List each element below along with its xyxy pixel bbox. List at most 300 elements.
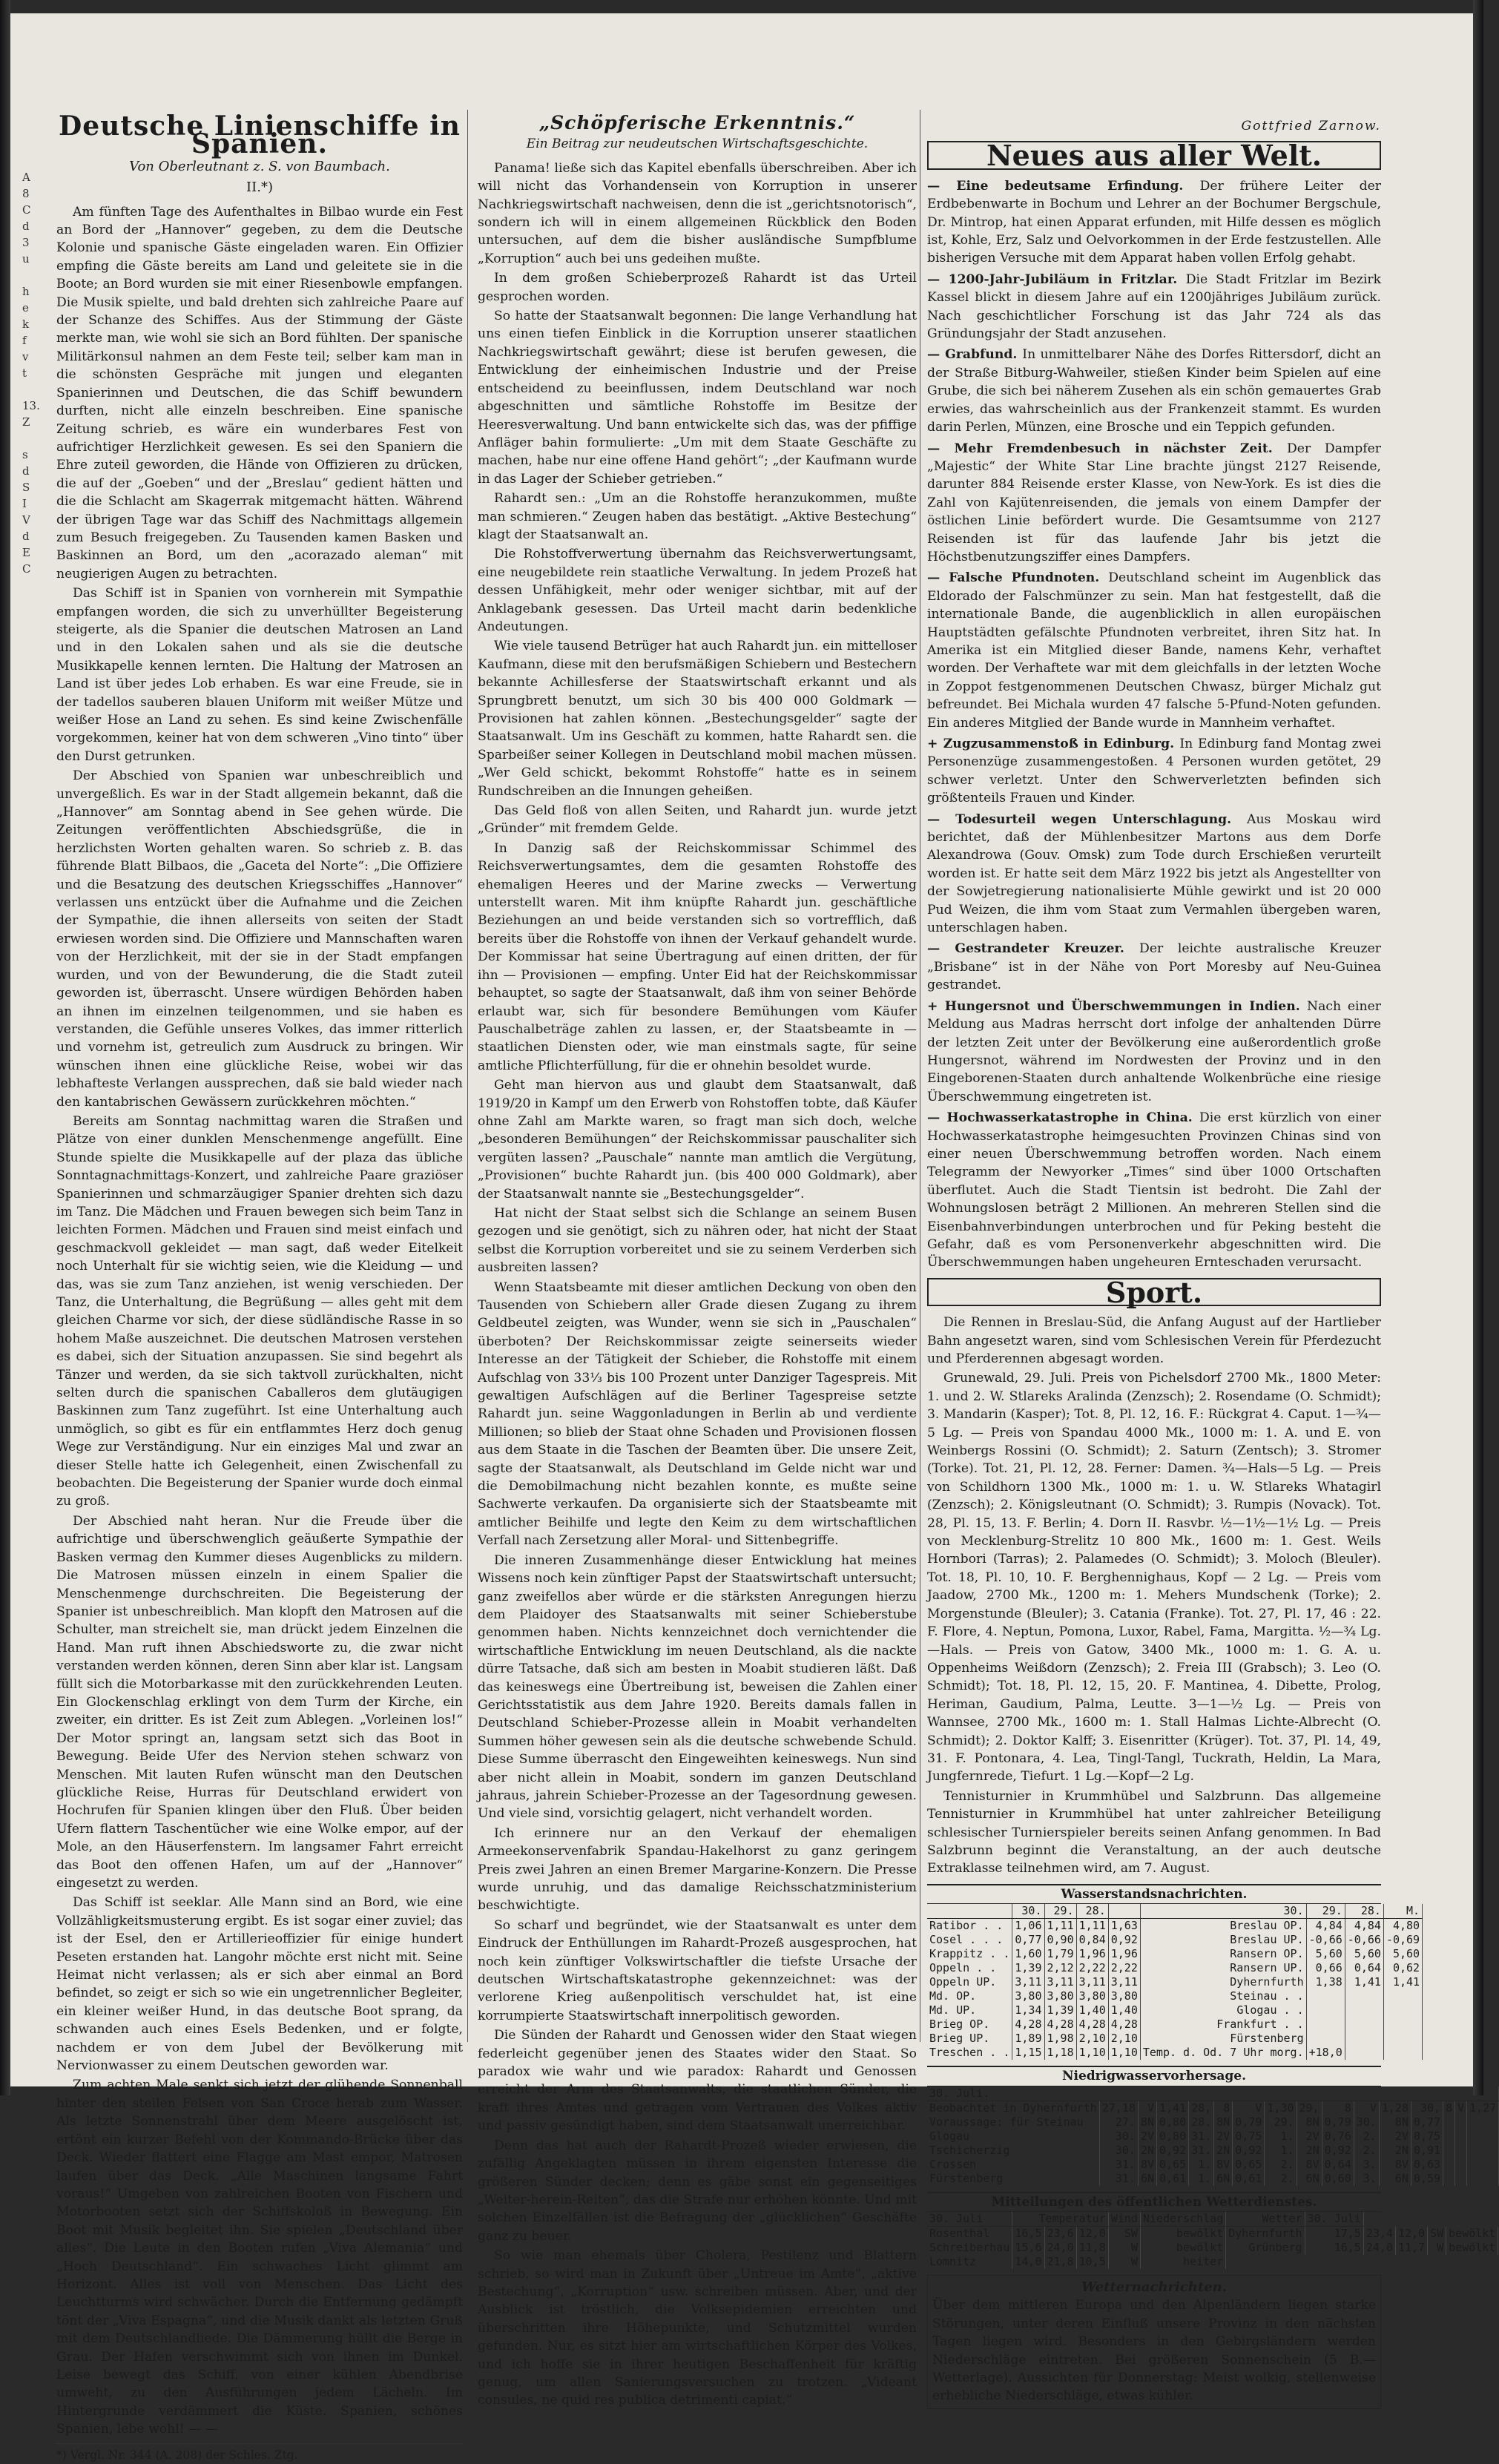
table-cell: W [1108, 2241, 1140, 2255]
table-cell: 1,41 [1345, 1975, 1383, 1989]
table-cell: 0,63 [1411, 2158, 1443, 2172]
table-cell: 0,90 [1044, 1933, 1076, 1947]
scan-edge-right [1473, 0, 1483, 2095]
table-row [927, 1947, 1423, 1961]
table-row [927, 2101, 1499, 2115]
article-byline: Von Oberleutnant z. S. von Baumbach. [129, 158, 390, 174]
news-list [927, 177, 1381, 1272]
table-cell: 8V [1138, 2158, 1156, 2172]
table-cell: 3,11 [1012, 1975, 1044, 1989]
table-cell: 0,92 [1233, 2144, 1265, 2158]
table-cell [1345, 1989, 1383, 2003]
sport-body [927, 1314, 1381, 1878]
news-item-text: Der leichte australische Kreuzer „Brisbane“ ist in der Nähe von Port Moresby auf Neu-Guinea gestrandet. [927, 941, 1381, 993]
news-item-lead: — Hochwasserkatastrophe in China. [927, 1110, 1199, 1126]
paragraph: Denn das hat auch der Rahardt-Prozeß wieder erwiesen, die zufällig Angeklagten müssen in ihrem eigensten Interesse die größeren Sünder decken; denn es gäbe sonst ein gegenseitiges „Weiter-herein-Reiten“, das die Strafe nur erhöhen könnte. Und mit solchen Einzelfällen ist die Befragung der „glücklichen“ Geschäfte ganz zu beuer. [478, 2138, 917, 2244]
table-cell: 14,0 [1012, 2255, 1044, 2269]
table-cell [1467, 2158, 1499, 2172]
table-cell: 0,84 [1076, 1933, 1108, 1947]
table-cell: 3. [1354, 2172, 1379, 2186]
table-cell: 11,7 [1395, 2241, 1427, 2255]
table-header-cell: M. [1383, 1904, 1422, 1919]
table-cell: 17,5 [1305, 2227, 1363, 2241]
table-cell: Dyhernfurth [1226, 2227, 1305, 2241]
table-cell [1383, 2032, 1422, 2046]
table-cell: Md. OP. [927, 1989, 1012, 2003]
table-row [927, 2144, 1499, 2158]
table-row [927, 2255, 1498, 2269]
table-cell: Md. UP. [927, 2003, 1012, 2017]
table-cell: Dyhernfurth [1140, 1975, 1306, 1989]
table-cell [1306, 1989, 1345, 2003]
table-cell: 1. [1265, 2144, 1297, 2158]
article-subtitle: Ein Beitrag zur neudeutschen Wirtschaftsgeschichte. [526, 136, 869, 152]
table-cell: 0,65 [1157, 2158, 1189, 2172]
table-cell: 2V [1214, 2129, 1233, 2144]
table-row [927, 2227, 1498, 2241]
table-cell: 1,41 [1383, 1975, 1422, 1989]
paragraph: Die inneren Zusammenhänge dieser Entwicklung hat meines Wissens noch kein zünftiger Papst der Staatswirtschaft untersucht; ganz zweifellos aber würde er die stärksten Anregungen hierzu dem Plaidoyer des Staatsanwalts mit seiner Schieberstube genommen haben. Nichts kennzeichnet doch vernichtender die wirtschaftliche Entwicklung im neuen Deutschland, als die nackte dürre Tatsache, daß sich am besten in Moabit studieren läßt. Daß das keineswegs eine Übertreibung ist, beweisen die Zahlen einer Gerichtsstatistik aus dem Jahre 1920. Bereits damals fallen in Deutschland Schieber-Prozesse allein in Moabit verhandelten Summen höher gewesen sein als die deutsche schwebende Schuld. Diese Summe überrascht den Eingeweihten keineswegs. Nun sind aber nicht allein in Moabit, sondern im ganzen Deutschland jahraus, jahrein Schieber-Prozesse an der Tagesordnung gewesen. Und viele sind, vorsichtig gelagert, nicht verhandelt worden. [478, 1552, 917, 1822]
table-cell [1467, 2129, 1499, 2144]
table-cell: 5,60 [1306, 1947, 1345, 1961]
table-cell: W [1108, 2255, 1140, 2269]
news-item [927, 1109, 1381, 1272]
table-cell [1306, 2032, 1345, 2046]
table-cell: 4,28 [1044, 2017, 1076, 2032]
table-cell: 1,89 [1012, 2032, 1044, 2046]
table-cell [1443, 2144, 1455, 2158]
table-cell: 0,61 [1233, 2172, 1265, 2186]
table-header-cell [1108, 1904, 1140, 1919]
table-cell: Ransern UP. [1140, 1961, 1306, 1975]
paragraph: Grunewald, 29. Juli. Preis von Pichelsdorf 2700 Mk., 1800 Meter: 1. und 2. W. Stlareks Aralinda (Zenzsch); 2. Rosendame (O. Schmidt); 3. Mandarin (Kasper); Tot. 8, Pl. 12, 16. F.: Rückgrat 4. Caput. 1—¾—5 Lg. — Preis von Spandau 4000 Mk., 1000 m: 1. A. und E. von Weinbergs Rossini (O. Schmidt); 2. Saturn (Zentsch); 3. Stromer (Torke). Tot. 21, Pl. 12, 28. Ferner: Damen. ¾—Hals—5 Lg. — Preis von Schildhorn 1300 Mk., 1000 m: 1. u. W. Stlareks Whatagirl (Zenzsch); 2. Königsleutnant (O. Schmidt); 3. Rumpis (Novack). Tot. 28, Pl. 15, 13. F. Berlin; 4. Dorn II. Rasvbr. ½—1½—1½ Lg. — Preis von Mecklenburg-Strelitz 10 800 Mk., 1600 m: 1. Gest. Weils Hornbori (Tarras); 2. Palamedes (O. Schmidt); 3. Moloch (Bleuler). Tot. 18, Pl. 10, 10. F. Berghennighaus, Kopf — 2 Lg. — Preis vom Jaadow, 2700 Mk., 1200 m: 1. Mehers Mundschenk (Torke); 2. Morgenstunde (Bleuler); 3. Catania (Franke). Tot. 27, Pl. 17, 46 : 22. F. Flore, 4. Neptun, Pomona, Luxor, Rabel, Fama, Margitta. ½—¾ Lg.—Hals. — Preis von Gatow, 3400 Mk., 1000 m: 1. G. A. u. Oppenheims Weißdorn (Zenzsch); 2. Freia III (Grabsch); 3. Leo (O. Schmidt); Tot. 18, Pl. 12, 15, 20. F. Mantinea, 4. Dibette, Prolog, Heriman, Gaudium, Palma, Leutte. 3—1—½ Lg. — Preis von Wannsee, 2700 Mk., 1600 m: 1. Stall Halmas Lichte-Albrecht (O. Schmidt); 2. Doktor Kalff; 3. Eisenritter (Krüger). Tot. 37, Pl. 14, 49, 31. F. Pontonara, 4. Lea, Tingl-Tangl, Tuckrath, Heldin, La Mara, Jungfernrede, Tiefurt. 1 Lg.—Kopf—2 Lg. [927, 1371, 1381, 1785]
table-cell: 8 [1214, 2101, 1233, 2115]
table-header-cell: 29. [1044, 1904, 1076, 1919]
table-cell: 16,5 [1012, 2227, 1044, 2241]
table-cell: 1,79 [1044, 1947, 1076, 1961]
table-cell: 31. [1189, 2144, 1214, 2158]
news-item [927, 569, 1381, 732]
table-header-cell [927, 1904, 1012, 1919]
table-cell: Ransern OP. [1140, 1947, 1306, 1961]
column-1 [56, 111, 463, 2462]
table-cell: Crossen [927, 2158, 1099, 2172]
paragraph: In Danzig saß der Reichskommissar Schimmel des Reichsverwertungsamtes, dem die gesamten Rohstoffe des ehemaligen Heeres und der Marine zwecks — Verwertung unterstellt waren. Mit ihm knüpfte Rahardt jun. geschäftliche Beziehungen an und beide verstanden sich so vortrefflich, daß bereits über die Rohstoffe von ihnen der Verkauf gehandelt wurde. Der Kommissar hat seine Übertragung auf einen dritten, der für ihn — Provisionen — empfing. Unter Eid hat der Reichskommissar behauptet, so sagte der Staatsanwalt, daß ihm von seiner Behörde erlaubt war, sich für besondere Bemühungen vom Käufer Pauschalbeträge zahlen zu lassen, er, der Staatsbeamte in — staatlichen Diensten oder, wie man einstmals sagte, für seine amtliche Pflichterfüllung, für die er ohnehin besoldet wurde. [478, 840, 917, 1073]
table-cell: 2. [1354, 2129, 1379, 2144]
table-cell: 2N [1214, 2144, 1233, 2158]
table-cell: 1,63 [1108, 1919, 1140, 1934]
table-cell [1455, 2144, 1467, 2158]
table-cell: Glogau [927, 2129, 1099, 2144]
table-cell: 8 [1322, 2101, 1354, 2115]
table-cell: 1,40 [1076, 2003, 1108, 2017]
table-cell [1383, 2017, 1422, 2032]
table-cell: 8V [1379, 2158, 1411, 2172]
table-cell: 6N [1138, 2172, 1156, 2186]
table-cell: 1. [1189, 2172, 1214, 2186]
paragraph: Die Sünden der Rahardt und Genossen wider den Staat wiegen federleicht gegenüber jenen des Staates wider den Staat. So paradox wie wahr und wie paradox: Rahardt und Genossen erreicht der Arm des Staatsanwalts, die staatlichen Sünder, die kraft ihres Amtes und getragen vom Vertrauen des Volkes aktiv und passiv gesündigt haben, sind dem Staatsanwalt unerreichbar. [478, 2028, 917, 2134]
table-cell: 2V [1297, 2129, 1322, 2144]
news-item [927, 177, 1381, 268]
table-cell: 4,84 [1306, 1919, 1345, 1934]
table-cell: 1,30 [1265, 2101, 1297, 2115]
table-cell [1443, 2172, 1455, 2186]
paragraph: Wie viele tausend Betrüger hat auch Rahardt jun. ein mittelloser Kaufmann, diese mit den berufsmäßigen Schiebern und Bestechern bekannte Achillesferse der Staatswirtschaft erkannt und als Sprungbrett benutzt, um sich 30 bis 400 000 Goldmark — Provisionen hat zahlen können. „Bestechungsgelder“ sagte der Staatsanwalt. Um ins Geschäft zu kommen, hatte Rahardt sen. die Sparbeißer seiner Kollegen in Deutschland mobil machen müssen. „Wer Geld schickt, bekommt Rohstoffe“ hatte es in seinem Rundschreiben an die Innungen geheißen. [478, 639, 917, 799]
table-header-cell: Wetter [1226, 2212, 1305, 2227]
table-header-row [927, 1904, 1423, 1919]
table-cell [1455, 2129, 1467, 2144]
paragraph: In dem großen Schieberprozeß Rahardt ist das Urteil gesprochen worden. [478, 271, 917, 304]
table-cell: 1,60 [1012, 1947, 1044, 1961]
table-header-cell: 30. Juli [927, 2212, 1012, 2227]
table-cell: 1,18 [1044, 2046, 1076, 2060]
table-cell: 28, [1189, 2101, 1214, 2115]
news-item-lead: + Hungersnot und Überschwemmungen in Indien. [927, 998, 1308, 1014]
weather-service-table [927, 2212, 1498, 2269]
table-header-row [927, 2212, 1498, 2227]
table-cell: 0,66 [1306, 1961, 1345, 1975]
table-row [927, 1961, 1423, 1975]
table-cell: 0,92 [1322, 2144, 1354, 2158]
table-cell [1455, 2172, 1467, 2186]
table-cell: Brieg OP. [927, 2017, 1012, 2032]
news-item-text: Nach einer Meldung aus Madras herrscht dort infolge der anhaltenden Dürre der letzten Zeit unter der Bevölkerung eine außerordentlich große Hungersnot, während im Nordwesten der Provinz und in den Eingeborenen-Staaten durch anhaltende Wolkenbrüche eine riesige Überschwemmung eingetreten ist. [927, 998, 1381, 1104]
news-item [927, 735, 1381, 808]
table-cell: 2N [1138, 2144, 1156, 2158]
section-heading: Neues aus aller Welt. [927, 141, 1381, 169]
table-cell: 1,96 [1076, 1947, 1108, 1961]
table-cell: Glogau . . [1140, 2003, 1306, 2017]
table-row [927, 2046, 1423, 2060]
paragraph: So hatte der Staatsanwalt begonnen: Die lange Verhandlung hat uns einen tiefen Einblick in die Korruption unserer staatlichen Nachkriegswirtschaft gewährt; diese ist berufen gewesen, die Entwicklung der einheimischen Industrie und der Preise entscheidend zu beeinflussen, indem Deutschland war noch abgeschnitten und sämtliche Rohstoffe im Besitze der Heeresverwaltung. Und bann entwickelte sich das, was der pfiffige Anfläger bahin formulierte: „Um mit dem Staate Geschäfte zu machen, habe nur eine offene Hand gehört“; „der Kaufmann wurde in das Lager der Schieber getrieben.“ [478, 309, 917, 487]
table-cell: 1,10 [1108, 2046, 1140, 2060]
table-row [927, 2129, 1499, 2144]
table-cell: 3,80 [1108, 1989, 1140, 2003]
news-item-lead: — Falsche Pfundnoten. [927, 570, 1109, 586]
table-cell [1443, 2129, 1455, 2144]
table-cell: 28. [1189, 2115, 1214, 2129]
news-item-lead: — Mehr Fremdenbesuch in nächster Zeit. [927, 441, 1288, 456]
table-cell: 3,80 [1012, 1989, 1044, 2003]
table-cell: 16,5 [1305, 2241, 1363, 2255]
news-item [927, 998, 1381, 1106]
table-cell: 0,59 [1411, 2172, 1443, 2186]
table-header-cell: 30. Juli. [927, 2086, 1499, 2101]
table-cell [1443, 2115, 1455, 2129]
article-footnote: *) Vergl. Nr. 344 (A. 208) der Schles. Ztg. [56, 2443, 463, 2464]
paragraph: Wenn Staatsbeamte mit dieser amtlichen Deckung von oben den Tausenden von Schiebern aller Grade diesen Zugang zu ihrem Geldbeutel zeigten, was Wunder, wenn sie sich in „Pauschalen“ überboten? Der Reichskommissar zeigte seinerseits wieder Interesse an der Tätigkeit der Schieber, die Rohstoffe mit einem Aufschlag von 33⅓ bis 100 Prozent unter Danziger Tagespreis. Mit gewaltigen Aufschlägen auf die Berliner Tagespreise setzte Rahardt jun. seine Waggonladungen in Berlin ab und verdiente Millionen; so blieb der Staat ohne Schaden und Provisionen flossen aus dem Staate in die Taschen der Beamten über. Die unsere Zeit, sagte der Staatsanwalt, als Deutschland im Gelde nicht war und die Demobilmachung nicht bezahlen konnte, es mußte seine Sachwerte verkaufen. Da organisierte sich der Staatsbeamte mit amtlicher Beihilfe und legte den Keim zu dem wirtschaftlichen Verfall nach Zersetzung aller Moral- und Sittenbegriffe. [478, 1279, 917, 1549]
table-cell: 5,60 [1345, 1947, 1383, 1961]
table-cell: Steinau . . [1140, 1989, 1306, 2003]
table-cell: 24,0 [1044, 2241, 1076, 2255]
table-cell: 1,41 [1157, 2101, 1189, 2115]
table-cell: bewölkt [1446, 2227, 1498, 2241]
table-cell: 0,76 [1322, 2129, 1354, 2144]
table-cell: 0,92 [1157, 2144, 1189, 2158]
paragraph: Die Rennen in Breslau-Süd, die Anfang August auf der Hartlieber Bahn angesetzt waren, sind vom Schlesischen Verein für Pferdezucht und Pferderennen abgesagt worden. [927, 1315, 1381, 1366]
table-cell: V [1233, 2101, 1265, 2115]
table-header-cell: 30. [1012, 1904, 1044, 1919]
paragraph: Hat nicht der Staat selbst sich die Schlange an seinem Busen gezogen und sie genötigt, sich zu nähren oder, hat nicht der Staat selbst die Korruption vorbereitet und sie zu seinem Verderben sich ausbreiten lassen? [478, 1205, 917, 1276]
table-cell: 4,28 [1108, 2017, 1140, 2032]
table-cell: 4,84 [1345, 1919, 1383, 1934]
table-cell: 3,11 [1076, 1975, 1108, 1989]
paragraph: Bereits am Sonntag nachmittag waren die Straßen und Plätze von einer dunklen Menschenmenge angefüllt. Eine Stunde spielte die Musikkapelle auf der plaza das übliche Sonntagnachmittags-Konzert, und zahlreiche Paare graziöser Spanierinnen und schmarzäugiger Spanier drehten sich dazu im Tanz. Die Mädchen und Frauen bewegen sich beim Tanz in leichten Formen. Mädchen und Frauen sind meist einfach und geschmackvoll gekleidet — man sagt, daß weder Eitelkeit noch Unterhalt für sie wichtig seien, wie die Kleidung — und das, was sie zum Tanz anziehen, ist wenig verschieden. Der Tanz, die Unterhaltung, die Begrüßung — alles geht mit dem gleichen Charme vor sich, der diese südländische Rasse in so hohem Maße auszeichnet. Die deutschen Matrosen verstehen es dabei, sich der Situation anzupassen. Sie sind begehrt als Tänzer und werden, da sie sich taktvoll zurückhalten, nicht selten durch die spanischen Caballeros dem glutäugigen Baskinnen zum Tanz zugeführt. Ist eine Unterhaltung auch unmöglich, so gibt es für ein entflammtes Herz doch genug Wege zur Verständigung. Nur ein einziges Mal und zwar an dieser Stelle hatte ich Gelegenheit, einen Zwischenfall zu beobachten. Die Begeisterung der Spanier wurde doch einmal zu groß. [56, 1113, 463, 1509]
table-cell: Rosenthal [927, 2227, 1012, 2241]
table-cell [1467, 2144, 1499, 2158]
table-cell: Oppeln UP. [927, 1975, 1012, 1989]
table-cell: 3,80 [1044, 1989, 1076, 2003]
news-item-lead: + Zugzusammenstoß in Edinburg. [927, 737, 1180, 751]
table-cell: 31. [1099, 2172, 1138, 2186]
table-cell: 30. [1354, 2115, 1379, 2129]
table-title: Mitteilungen des öffentlichen Wetterdienstes. [927, 2192, 1381, 2212]
table-cell: 6N [1379, 2172, 1411, 2186]
table-cell: 2. [1265, 2172, 1297, 2186]
table-cell: 8 [1443, 2101, 1455, 2115]
news-item-lead: — Gestrandeter Kreuzer. [927, 941, 1140, 957]
table-cell: 3. [1354, 2158, 1379, 2172]
table-cell: 3,11 [1044, 1975, 1076, 1989]
table-cell: Voraussage: für Steinau [927, 2115, 1099, 2129]
paragraph: Zum achten Male senkt sich jetzt der glühende Sonnenball hinter den steilen Felsen von San Croce herab zum Wasser. Als letzte Sonnenstrahl über dem Meere ausgelöscht ist, ertönt ein kurzer Befehl von der Kommando-Brücke über das Deck. Wieder flattert eine Flagge am Mast empor, Matrosen laufen über das Deck. „Alle Maschinen langsame Fahrt voraus!“ Umgeben von zahlreichen Booten von Fischern und Motorbooten setzt sich der Schiffskoloß in Bewegung. Ein Boot mit Musik begleitet ihn. Sie spielen „Deutschland über alles“. Die Leute in den Booten rufen „Viva Alemania“ und „Hoch Deutschland“. Ein schwaches Licht glimmt am Horizont. Alles ist voll von Menschen. Das Licht des Leuchtturms wird schwächer. Durch die Entfernung gedämpft tönt der „Viva Espagna“, und die Musik dankt als letzten Gruß mit dem Deutschlandliede. Die Dämmerung hüllt die Berge in Grau. Der Hafen verschwimmt sich von ihnen im Dunkel. Leise bewegt das Schiff, von einer kühlen Abendbrise umweht, zu den Ausführungen jedem Lächeln. Im Hintergrunde verdämmert die Küste. Spanien, schönes Spanien, lebe wohl! — — [56, 2078, 463, 2437]
weather-report-title: Wetternachrichten. [1081, 2279, 1228, 2295]
table-cell: 12,0 [1076, 2227, 1108, 2241]
paragraph: Am fünften Tage des Aufenthaltes in Bilbao wurde ein Fest an Bord der „Hannover“ gegeben, zu dem die Deutsche Kolonie und spanische Gäste eingeladen waren. Ein Offizier empfing die Gäste bereits am Land und geleitete sie in die Boote; an Bord wurden sie mit einer Riesenbowle empfangen. Die Musik spielte, und bald drehten sich zahlreiche Paare auf der Schanze des Schiffes. Aus der Stimmung der Gäste merkte man, wie wohl sie sich an Bord fühlten. Der spanische Militärkonsul nahmen an dem Feste teil; selber kam man in die schönsten Gespräche mit jungen und eleganten Spanierinnen und Deutschen, die das Schiff bewundern durften, nicht alle einzeln beschreiben. Eine spanische Zeitung schrieb, es wäre ein wunderbares Fest von aufrichtiger Herzlichkeit gewesen. Es sei den Spaniern die Ehre zuteil geworden, die Hände von Offizieren zu drücken, die auf der „Goeben“ und der „Breslau“ gedient hätten und die die Schlacht am Skagerrak mitgemacht hätten. Während der übrigen Tage war das Schiff des Nachmittags allgemein zum Besuch freigegeben. Zu Tausenden kamen Basken und Baskinnen an Bord, um den „acorazado aleman“ mit neugierigen Augen zu betrachten. [56, 204, 463, 582]
table-row [927, 2158, 1499, 2172]
news-item [927, 346, 1381, 436]
table-cell: 0,77 [1411, 2115, 1443, 2129]
news-item-text: Die erst kürzlich von einer Hochwasserkatastrophe heimgesuchten Provinzen Chinas sind von einer neuen Überschwemmung betroffen worden. Nach einem Telegramm der Newyorker „Times“ sind über 1000 Ortschaften überflutet. Auch die Stadt Tientsin ist bedroht. Die Zahl der Wohnungslosen beträgt 2 Millionen. An mehreren Stellen sind die Eisenbahnverbindungen unterbrochen und für Peking besteht die Gefahr, daß es vom Personenverkehr abgeschnitten wird. Die Überschwemmungen haben ungeheuren Ernteschaden verursacht. [927, 1110, 1381, 1271]
table-cell: 8V [1214, 2158, 1233, 2172]
paragraph: Rahardt sen.: „Um an die Rohstoffe heranzukommen, mußte man schmieren.“ Zeugen haben das bestätigt. „Aktive Bestechung“ klagt der Staatsanwalt an. [478, 491, 917, 542]
table-cell [1306, 2003, 1345, 2017]
table-title: Wasserstandsnachrichten. [927, 1884, 1381, 1904]
table-cell: 0,64 [1345, 1961, 1383, 1975]
table-cell: 1,34 [1012, 2003, 1044, 2017]
table-cell: 1. [1189, 2158, 1214, 2172]
newspaper-page [10, 13, 1497, 2462]
table-cell: 3,11 [1108, 1975, 1140, 1989]
table-cell: 4,28 [1076, 2017, 1108, 2032]
table-cell [1467, 2115, 1499, 2129]
table-cell [1383, 1989, 1422, 2003]
table-cell: Grünberg [1226, 2241, 1305, 2255]
table-cell: V [1138, 2101, 1156, 2115]
table-cell: 0,79 [1233, 2115, 1265, 2129]
table-row [927, 1989, 1423, 2003]
table-cell: Krappitz . . [927, 1947, 1012, 1961]
table-header-cell: 28. [1345, 1904, 1383, 1919]
article-title: Deutsche Linienschiffe in Spanien. [59, 111, 461, 160]
news-item-text: In Edinburg fand Montag zwei Personenzüge zusammengestoßen. 4 Personen wurden getötet, 29 schwer verletzt. Unter den Schwerverletzten befinden sich größtenteils Frauen und Kinder. [927, 737, 1381, 806]
table-cell: 0,80 [1157, 2129, 1189, 2144]
table-cell: 29. [1265, 2115, 1297, 2129]
table-cell: 1. [1265, 2129, 1297, 2144]
table-row [927, 2172, 1499, 2186]
news-item-text: Der frühere Leiter der Erdbebenwarte in Bochum und Lehrer an der Bochumer Bergschule, Dr. Mintrop, hat einen Apparat erfunden, mit Hilfe dessen es möglich ist, Kohle, Erz, Salz und Oelvorkommen in der Erde festzustellen. Alle bisherigen Versuche mit dem Apparat haben vollen Erfolg gehabt. [927, 178, 1381, 266]
weather-report [927, 2275, 1381, 2409]
paragraph: Das Schiff ist in Spanien von vornherein mit Sympathie empfangen worden, die sich zu unverhüllter Begeisterung steigerte, als die Spanier die deutschen Matrosen an Land und in den Lokalen sahen und als sie die deutsche Musikkapelle kennen lernten. Die Haltung der Matrosen an Land ist über jedes Lob erhaben. Es war eine Freude, sie in der tadellos sauberen blauen Uniform mit weißer Mütze und weißer Hose an Land zu sehen. Es sind keine Zwischenfälle vorgekommen, keiner hat von dem schweren „Vino tinto“ über den Durst getrunken. [56, 586, 463, 764]
table-cell: -0,69 [1383, 1933, 1422, 1947]
table-cell: bewölkt [1140, 2241, 1225, 2255]
table-cell: 2N [1297, 2144, 1322, 2158]
table-cell: Schreiberhau [927, 2241, 1012, 2255]
table-cell: W [1428, 2241, 1446, 2255]
table-cell: 0,80 [1157, 2115, 1189, 2129]
table-cell: 8N [1379, 2115, 1411, 2129]
paragraph: Der Abschied naht heran. Nur die Freude über die aufrichtige und überschwenglich geäußerte Sympathie der Basken vermag den Kummer dieses Augenblicks zu mildern. Die Matrosen müssen einzeln in einem Spalier die Menschenmenge durchschreiten. Die Begeisterung der Spanier ist unbeschreiblich. Man klopft den Matrosen auf die Schulter, man streichelt sie, man drückt jedem Einzelnen die Hand. Man ruft ihnen Abschiedsworte zu, die zwar nicht verstanden werden können, deren Sinn aber klar ist. Langsam füllt sich die Motorbarkasse mit den zurückkehrenden Leuten. Ein Glockenschlag erklingt von dem Turm der Kirche, ein zweiter, ein dritter. Es ist Zeit zum Ablegen. „Vorleinen los!“ Der Motor springt an, langsam setzt sich das Boot in Bewegung. Beide Ufer des Nervion stehen schwarz von Menschen. Mit lauten Rufen wünscht man den Deutschen glückliche Reise, Hurras für Deutschland erwidert von Hochrufen für Spanien klingen über den Fluß. Über beiden Ufern flattern Taschentücher wie eine Wolke empor, auf der Mole, an den Häuserfenstern. Im langsamer Fahrt erreicht das Boot den offenen Hafen, um auf der „Hannover“ eingesetzt zu werden. [56, 1513, 463, 1891]
table-cell: 31. [1189, 2129, 1214, 2144]
table-cell: 29, [1297, 2101, 1322, 2115]
paragraph: Panama! ließe sich das Kapitel ebenfalls überschreiben. Aber ich will nicht das Vorhandensein von Korruption in unserer Nachkriegswirtschaft nachweisen, denn die ist „gerichtsnotorisch“, sondern ich will in einem allgemeinen Rückblick den Boden untersuchen, auf dem die bisher ausländische Sumpfblume „Korruption“ auch bei uns gedeihen mußte. [478, 160, 917, 266]
column-2 [478, 112, 917, 2408]
table-cell: 21,8 [1044, 2255, 1076, 2269]
news-item [927, 940, 1381, 994]
table-header-row [927, 2086, 1499, 2101]
scan-edge-left [0, 0, 10, 2095]
table-cell: bewölkt [1140, 2227, 1225, 2241]
table-header-cell: Niederschlag [1140, 2212, 1225, 2227]
table-cell: -0,66 [1306, 1933, 1345, 1947]
table-cell: 31. [1099, 2158, 1138, 2172]
margin-text: A 8 C d 3 u h e k f v t 13. Z s d S I V d E C [22, 171, 40, 576]
table-cell: SW [1108, 2227, 1140, 2241]
table-cell: 1,15 [1012, 2046, 1044, 2060]
table-cell: 2N [1379, 2144, 1411, 2158]
table-header-cell: 29. [1306, 1904, 1345, 1919]
table-cell: 0,77 [1012, 1933, 1044, 1947]
paragraph: Die Rohstoffverwertung übernahm das Reichsverwertungsamt, eine neugebildete rein staatliche Verwaltung. In jedem Prozeß hat dessen Unfähigkeit, mehr oder weniger sichtbar, mit auf der Anklagebank gesessen. Das Urteil macht darin bedenkliche Andeutungen. [478, 547, 917, 634]
news-item-text: Deutschland scheint im Augenblick das Eldorado der Falschmünzer zu sein. Man hat festgestellt, daß die internationale Bande, die augenblicklich in allen europäischen Hauptstädten gefälschte Pfundnoten verbreitet, ihren Sitz hat. In Amerika ist ein Mitglied dieser Bande, namens Kehr, verhaftet worden. Der Verhaftete war mit dem gleichfalls in der letzten Woche in Zoppot festgenommenen Deutschen Chwasz, bürger Michalz gut befreundet. Bei Michala wurden 47 falsche 5-Pfund-Noten gefunden. Ein anderes Mitglied der Bande wurde in Mannheim verhaftet. [927, 570, 1381, 731]
news-item-text: Der Dampfer „Majestic“ der White Star Line brachte jüngst 2127 Reisende, darunter 884 Reisende erster Klasse, von New-York. Es ist dies die Zahl von Kajütenreisenden, die jemals von einem Dampfer der östlichen Linie befördert wurde. Die Gesamtsumme von 2127 Reisenden ist für das laufende Jahr bis jetzt die Höchstbenutzungsziffer eines Dampfers. [927, 441, 1381, 564]
table-cell: 0,64 [1322, 2158, 1354, 2172]
table-row [927, 2032, 1423, 2046]
table-cell: 27. [1099, 2115, 1138, 2129]
table-cell: 24,0 [1363, 2241, 1395, 2255]
weather-report-text: Über dem mittleren Europa und den Alpenländern liegen starke Störungen, unter deren Einfluß unsere Provinz in den nächsten Tagen liegen wird. Besonders in den Gebirgsländern werden Niederschläge eintreten. Bei größeren Sonnenschein (5 B.—Wetterlage). Aussichten für Donnerstag: Meist wolkig, stellenweise erhebliche Niederschläge, etwas kühler. [932, 2298, 1376, 2404]
table-cell: 0,62 [1383, 1961, 1422, 1975]
paragraph: Das Geld floß von allen Seiten, und Rahardt jun. wurde jetzt „Gründer“ mit fremdem Gelde. [478, 803, 917, 837]
paragraph: Das Schiff ist seeklar. Alle Mann sind an Bord, wie eine Vollzähligkeitsmusterung ergibt. Es ist sogar einer zuviel; das ist der Esel, den er Artillerieoffizier für einige hundert Peseten erstanden hat. Langohr möchte erst nicht mit. Seine Heimat nicht verlassen; als er sich aber einmal an Bord befindet, so zeigt er sich so wie ein ungetrennlicher Begleiter, ein kleiner weißer Hund, in das deutsche Boot sprang, da schwanden auch eines Esels Bedenken, und er folgte, nachdem er von dem Jubel der Bevölkerung mit Nervionwasser zu einem Deutschen geworden war. [56, 1895, 463, 2074]
water-levels-table [927, 1904, 1423, 2060]
table-cell: 2. [1354, 2144, 1379, 2158]
table-cell: 2,12 [1044, 1961, 1076, 1975]
table-cell: Breslau UP. [1140, 1933, 1306, 1947]
table-cell: 1,39 [1044, 2003, 1076, 2017]
table-cell [1345, 2003, 1383, 2017]
article-body [478, 159, 917, 2410]
paragraph: Tennisturnier in Krummhübel und Salzbrunn. Das allgemeine Tennisturnier in Krummhübel hat unter zahlreicher Beteiligung schlesischer Turnierspieler bereits seinen Anfang genommen. In Bad Salzbrunn beginnt die Veranstaltung, an der auch deutsche Extraklasse teilnehmen wird, am 7. August. [927, 1788, 1381, 1877]
table-cell: Treschen . . [927, 2046, 1012, 2060]
paragraph: Geht man hiervon aus und glaubt dem Staatsanwalt, daß 1919/20 in Kampf um den Erwerb von Rohstoffen tobte, daß Käufer ohne Zahl am Markte waren, so fragt man sich doch, welche „besonderen Bemühungen“ der Reichskommissar pauschaliter sich vergüten lassen? „Pauschale“ nannte man amtlich die Vergütung, „Provisionen“ buchte Rahardt jun. (bis 400 000 Goldmark), aber der Staatsanwalt nannte sie „Bestechungsgelder“. [478, 1078, 917, 1202]
table-cell: 4,80 [1383, 1919, 1422, 1934]
table-cell: 1,11 [1044, 1919, 1076, 1934]
table-row [927, 1919, 1423, 1934]
table-cell: 27,18 [1099, 2101, 1138, 2115]
article-part: II.*) [246, 179, 273, 196]
table-cell: Cosel . . . [927, 1933, 1012, 1947]
table-cell: V [1354, 2101, 1379, 2115]
table-cell: bewölkt [1446, 2241, 1498, 2255]
table-cell: 15,6 [1012, 2241, 1044, 2255]
table-cell: 2. [1265, 2158, 1297, 2172]
paragraph: So wie man ehemals über Cholera, Pestilenz und Blattern schrieb, so wird man in Zukunft über „Untreue im Amte“, „aktive Bestechung“, „Korruption“ usw. schreiben müssen. Aber, und der Ausblick ist tröstlich, die Volksepidemien erreichten und überschritten ihre Höhepunkte, und Schutzmittel wurden gefunden. Nur, es sitzt hier am wirtschaftlichen Körper des Volkes, und ich hoffe sie in ihrer heutigen Beschaffenheit für kräftig genug, um allen Sanierungsversuchen zu trotzen. „Videant consules, ne quid res publica detrimenti capiat.“ [478, 2248, 917, 2408]
table-cell: 30. [1099, 2129, 1138, 2144]
table-header-cell: 30. Juli [1305, 2212, 1363, 2227]
news-item [927, 440, 1381, 567]
table-cell: Tschicherzig [927, 2144, 1099, 2158]
table-cell [1345, 2032, 1383, 2046]
table-cell: 23,4 [1363, 2227, 1395, 2241]
table-cell: 10,5 [1076, 2255, 1108, 2269]
table-cell: 0,91 [1411, 2144, 1443, 2158]
table-cell: 0,60 [1322, 2172, 1354, 2186]
table-cell: 30, [1411, 2101, 1443, 2115]
news-item-lead: — 1200-Jahr-Jubiläum in Fritzlar. [927, 271, 1186, 287]
table-cell: 1,98 [1044, 2032, 1076, 2046]
table-cell: V [1455, 2101, 1467, 2115]
table-cell: 1,10 [1076, 2046, 1108, 2060]
table-cell [1306, 2017, 1345, 2032]
table-cell: 8N [1214, 2115, 1233, 2129]
table-title: Niedrigwasservorhersage. [927, 2066, 1381, 2086]
table-cell: 1,28 [1379, 2101, 1411, 2115]
column-rule-1 [467, 110, 468, 2042]
table-cell: Temp. d. Od. 7 Uhr morg. [1140, 2046, 1306, 2060]
table-cell: 3,80 [1076, 1989, 1108, 2003]
table-cell [1455, 2158, 1467, 2172]
table-cell: 5,60 [1383, 1947, 1422, 1961]
table-cell: Beobachtet in Dyhernfurth [927, 2101, 1099, 2115]
table-row [927, 2017, 1423, 2032]
paragraph: Der Abschied von Spanien war unbeschreiblich und unvergeßlich. Es war in der Stadt allgemein bekannt, daß die „Hannover“ am Sonntag abend in See gehen würde. Die Zeitungen veröffentlichten Abschiedsgrüße, die in herzlichsten Worten gehalten waren. So schrieb z. B. das führende Blatt Bilbaos, die „Gaceta del Norte“: „Die Offiziere und die Besatzung des deutschen Kriegsschiffes „Hannover“ verlassen uns entzückt über die Aufnahme und die Zeichen der Sympathie, die ihnen allerseits von seiten der Stadt erwiesen worden sind. Die Offiziere und Mannschaften waren von der Herzlichkeit, mit der sie in der Stadt empfangen wurden, und von der Bewunderung, die die Stadt zuteil geworden ist, überrascht. Unsere würdigen Behörden haben an ihnen im einzelnen teilgenommen, und sie haben es verstanden, die Gefühle unseres Volkes, das immer ritterlich und vornehm ist, getreulich zum Ausdruck zu bringen. Wir wünschen ihnen eine glückliche Reise, wobei wir das lebhafteste Verlangen aussprechen, daß sie bald wieder nach den kantabrischen Gewässern zurückkehren möchten.“ [56, 768, 463, 1110]
low-water-table [927, 2086, 1499, 2186]
table-cell: 30. [1099, 2144, 1138, 2158]
table-cell [1345, 2046, 1383, 2060]
table-cell: heiter [1140, 2255, 1225, 2269]
news-item-text: In unmittelbarer Nähe des Dorfes Rittersdorf, dicht an der Straße Bitburg-Wahweiler, stießen Kinder beim Spielen auf eine Grube, die sich bei näherem Zusehen als ein schön gemauertes Grab erwies, das wahrscheinlich aus der Frankenzeit stammt. Es wurden darin Perlen, Münzen, eine Brosche und ein Teppich gefunden. [927, 347, 1381, 435]
section-heading: Sport. [927, 1278, 1381, 1306]
table-cell: Breslau OP. [1140, 1919, 1306, 1934]
paragraph: So scharf und begründet, wie der Staatsanwalt es unter dem Eindruck der Enthüllungen im Rahardt-Prozeß ausgesprochen, hat noch kein zünftiger Volkswirtschaftler die tiefste Ursache der deutschen Wirtschaftskatastrophe gekennzeichnet: was der verlorene Krieg außenpolitisch verschuldet hat, ist eine korrumpierte Staatswirtschaft innerpolitisch geworden. [478, 1917, 917, 2023]
table-row [927, 2115, 1499, 2129]
news-item-text: Die Stadt Fritzlar im Bezirk Kassel blickt in diesem Jahre auf ein 1200jähriges Jubiläum zurück. Nach geschichtlicher Forschung ist das Jahr 724 als das Gründungsjahr der Stadt anzusehen. [927, 271, 1382, 342]
table-row [927, 1975, 1423, 1989]
table-cell [1345, 2017, 1383, 2032]
table-cell: 1,27 [1467, 2101, 1499, 2115]
table-cell: 0,75 [1411, 2129, 1443, 2144]
table-cell: 2V [1379, 2129, 1411, 2144]
news-item-text: Aus Moskau wird berichtet, daß der Mühlenbesitzer Martons aus dem Dorfe Alexandrowa (Gouv. Omsk) zum Tode durch Erschießen verurteilt worden ist. Er hatte seit dem März 1922 bis jetzt als Angestellter von der Sowjetregierung nationalisierte Mühle gewirkt und ist 20 000 Pud Weizen, die ihm vom Staat zum Vermahlen übergeben waren, unterschlagen haben. [927, 811, 1381, 936]
table-header-cell: Wind [1108, 2212, 1140, 2227]
table-cell: -0,66 [1345, 1933, 1383, 1947]
table-cell: 2V [1138, 2129, 1156, 2144]
table-cell: 0,79 [1322, 2115, 1354, 2129]
table-cell: 8N [1138, 2115, 1156, 2129]
table-cell: Fürstenberg [1140, 2032, 1306, 2046]
table-cell: 12,0 [1395, 2227, 1427, 2241]
table-cell: 0,61 [1157, 2172, 1189, 2186]
table-cell: +18,0 [1306, 2046, 1345, 2060]
table-row [927, 2003, 1423, 2017]
news-item-lead: — Grabfund. [927, 347, 1023, 363]
news-item [927, 811, 1381, 938]
table-cell: 1,40 [1108, 2003, 1140, 2017]
article-title: „Schöpferische Erkenntnis.“ [538, 112, 856, 134]
table-cell: 11,8 [1076, 2241, 1108, 2255]
table-cell: 0,92 [1108, 1933, 1140, 1947]
